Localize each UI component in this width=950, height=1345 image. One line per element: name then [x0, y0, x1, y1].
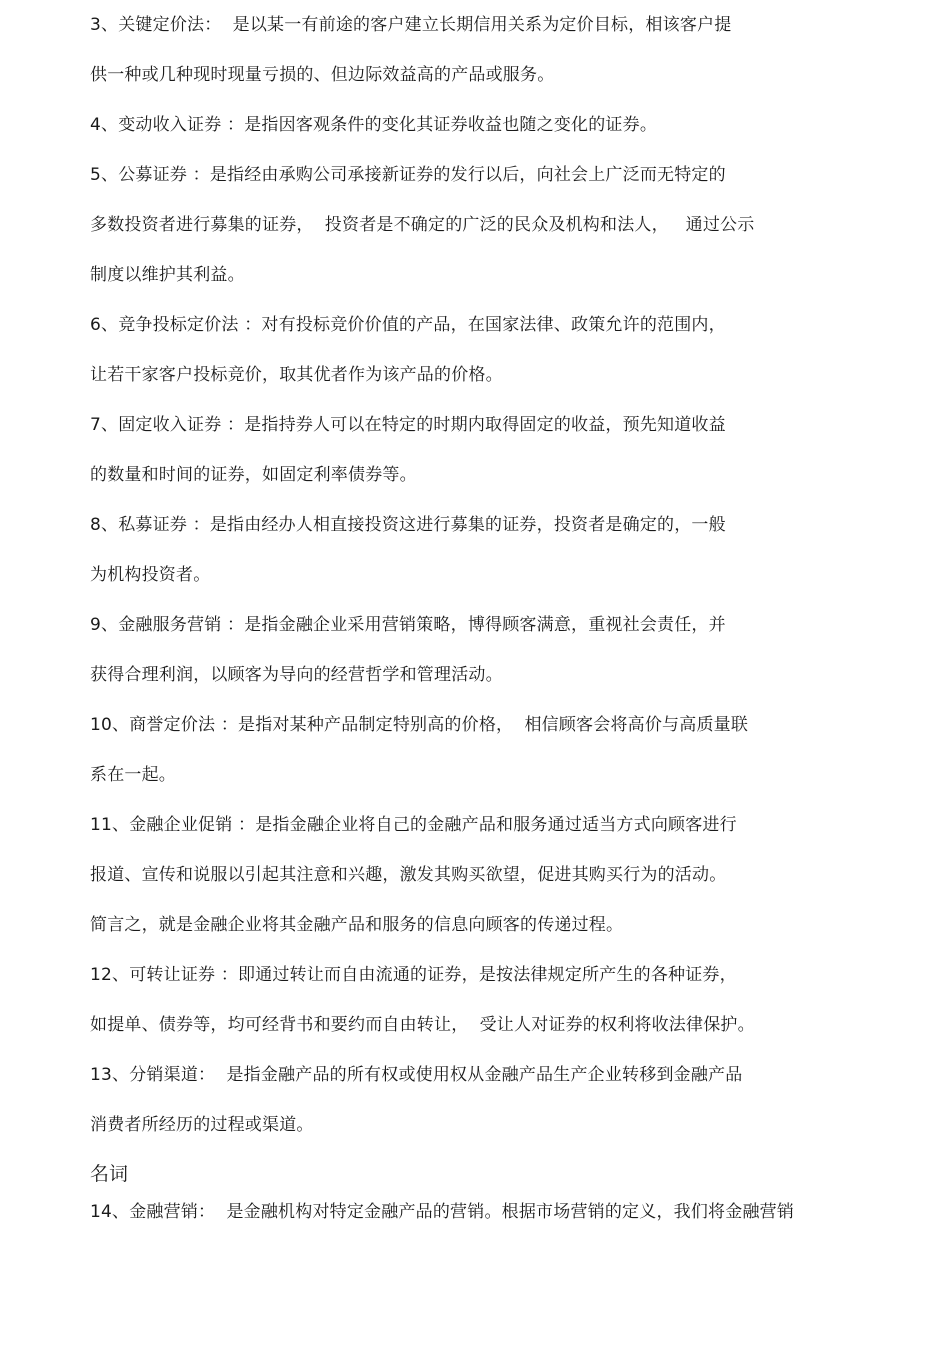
- text-line: 让若干家客户投标竞价，取其优者作为该产品的价格。: [90, 365, 503, 385]
- text-line: 消费者所经历的过程或渠道。: [90, 1115, 314, 1135]
- text-line: 6、竞争投标定价法 ：对有投标竞价价值的产品，在国家法律、政策允许的范围内，: [90, 315, 726, 335]
- text-line: 报道、宣传和说服以引起其注意和兴趣，激发其购买欲望，促进其购买行为的活动。: [90, 865, 727, 885]
- text-line: 3、关键定价法： 是以某一有前途的客户建立长期信用关系为定价目标，相该客户提: [90, 15, 732, 35]
- text-line: 11、金融企业促销 ：是指金融企业将自己的金融产品和服务通过适当方式向顾客进行: [90, 815, 737, 835]
- text-line: 制度以维护其利益。: [90, 265, 245, 285]
- text-line: 为机构投资者。: [90, 565, 211, 585]
- text-line: 14、金融营销： 是金融机构对特定金融产品的营销。根据市场营销的定义，我们将金融营销: [90, 1202, 795, 1222]
- text-line: 如提单、债券等，均可经背书和要约而自由转让， 受让人对证券的权利将收法律保护。: [90, 1015, 755, 1035]
- text-line: 8、私募证券 ：是指由经办人相直接投资这进行募集的证券，投资者是确定的，一般: [90, 515, 726, 535]
- text-line: 5、公募证券 ：是指经由承购公司承接新证券的发行以后，向社会上广泛而无特定的: [90, 165, 726, 185]
- text-line: 13、分销渠道： 是指金融产品的所有权或使用权从金融产品生产企业转移到金融产品: [90, 1065, 743, 1085]
- text-line: 多数投资者进行募集的证券， 投资者是不确定的广泛的民众及机构和法人， 通过公示: [90, 215, 755, 235]
- text-line: 获得合理利润，以顾客为导向的经营哲学和管理活动。: [90, 665, 503, 685]
- text-line: 7、固定收入证券 ：是指持券人可以在特定的时期内取得固定的收益，预先知道收益: [90, 415, 726, 435]
- text-line: 简言之，就是金融企业将其金融产品和服务的信息向顾客的传递过程。: [90, 915, 624, 935]
- text-line: 4、变动收入证券 ：是指因客观条件的变化其证券收益也随之变化的证券。: [90, 115, 658, 135]
- text-line: 10、商誉定价法 ：是指对某种产品制定特别高的价格， 相信顾客会将高价与高质量联: [90, 715, 749, 735]
- section-heading: 名词: [90, 1163, 129, 1185]
- text-line: 系在一起。: [90, 765, 176, 785]
- text-line: 9、金融服务营销 ：是指金融企业采用营销策略，博得顾客满意，重视社会责任，并: [90, 615, 726, 635]
- text-line: 供一种或几种现时现量亏损的、但边际效益高的产品或服务。: [90, 65, 555, 85]
- text-line: 的数量和时间的证券，如固定利率债券等。: [90, 465, 417, 485]
- text-line: 12、可转让证券 ：即通过转让而自由流通的证券，是按法律规定所产生的各种证券，: [90, 965, 737, 985]
